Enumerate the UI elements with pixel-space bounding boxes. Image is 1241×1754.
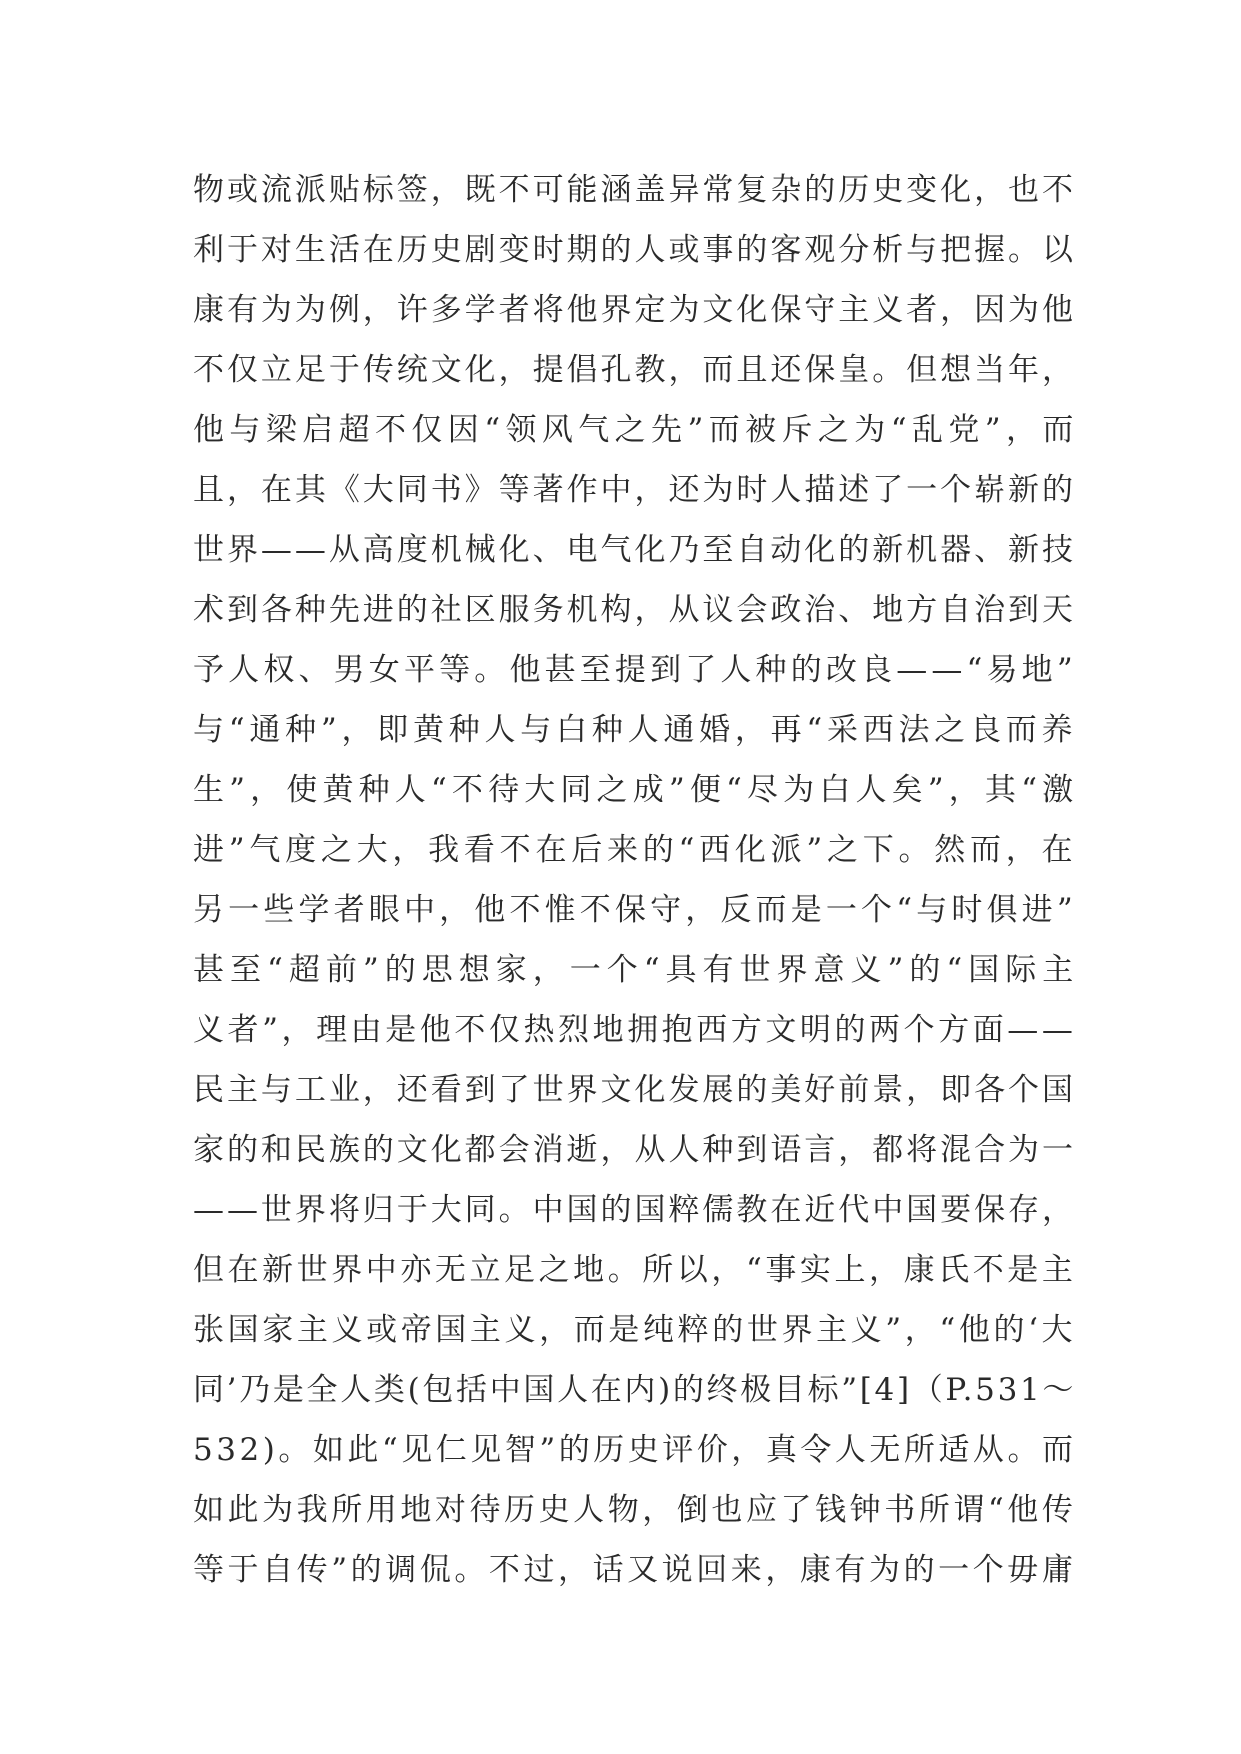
text-line: 532)。如此“见仁见智”的历史评价，真令人无所适从。而: [193, 1432, 1077, 1468]
text-line: 予人权、男女平等。他甚至提到了人种的改良——“易地”: [193, 652, 1077, 688]
text-line: 且，在其《大同书》等著作中，还为时人描述了一个崭新的: [193, 472, 1076, 508]
text-line: 如此为我所用地对待历史人物，倒也应了钱钟书所谓“他传: [193, 1492, 1077, 1528]
text-line: 家的和民族的文化都会消逝，从人种到语言，都将混合为一: [193, 1132, 1076, 1168]
text-line: 与“通种”，即黄种人与白种人通婚，再“采西法之良而养: [193, 712, 1078, 748]
text-line: 同’乃是全人类(包括中国人在内)的终极目标”[4]（P.531～: [193, 1372, 1077, 1408]
text-line: 物或流派贴标签，既不可能涵盖异常复杂的历史变化，也不: [193, 172, 1076, 208]
text-line: 康有为为例，许多学者将他界定为文化保守主义者，因为他: [193, 292, 1076, 328]
text-line: 民主与工业，还看到了世界文化发展的美好前景，即各个国: [193, 1072, 1076, 1108]
text-line: 他与梁启超不仅因“领风气之先”而被斥之为“乱党”，而: [193, 412, 1079, 448]
text-line: 术到各种先进的社区服务机构，从议会政治、地方自治到天: [193, 592, 1076, 628]
text-line: 甚至“超前”的思想家，一个“具有世界意义”的“国际主: [193, 952, 1080, 988]
text-line: 利于对生活在历史剧变时期的人或事的客观分析与把握。以: [193, 232, 1076, 268]
text-line: ——世界将归于大同。中国的国粹儒教在近代中国要保存，: [193, 1192, 1076, 1228]
text-line: 但在新世界中亦无立足之地。所以，“事实上，康氏不是主: [193, 1252, 1077, 1288]
text-line: 等于自传”的调侃。不过，话又说回来，康有为的一个毋庸: [193, 1552, 1077, 1588]
text-line: 世界——从高度机械化、电气化乃至自动化的新机器、新技: [193, 532, 1076, 568]
text-line: 义者”，理由是他不仅热烈地拥抱西方文明的两个方面——: [193, 1012, 1077, 1048]
text-line: 张国家主义或帝国主义，而是纯粹的世界主义”，“他的‘大: [193, 1312, 1077, 1348]
text-line: 另一些学者眼中，他不惟不保守，反而是一个“与时俱进”: [193, 892, 1077, 928]
text-line: 生”，使黄种人“不待大同之成”便“尽为白人矣”，其“激: [193, 772, 1079, 808]
text-line: 进”气度之大，我看不在后来的“西化派”之下。然而，在: [193, 832, 1078, 868]
text-line: 不仅立足于传统文化，提倡孔教，而且还保皇。但想当年，: [193, 352, 1076, 388]
body-text: [193, 160, 1080, 1600]
